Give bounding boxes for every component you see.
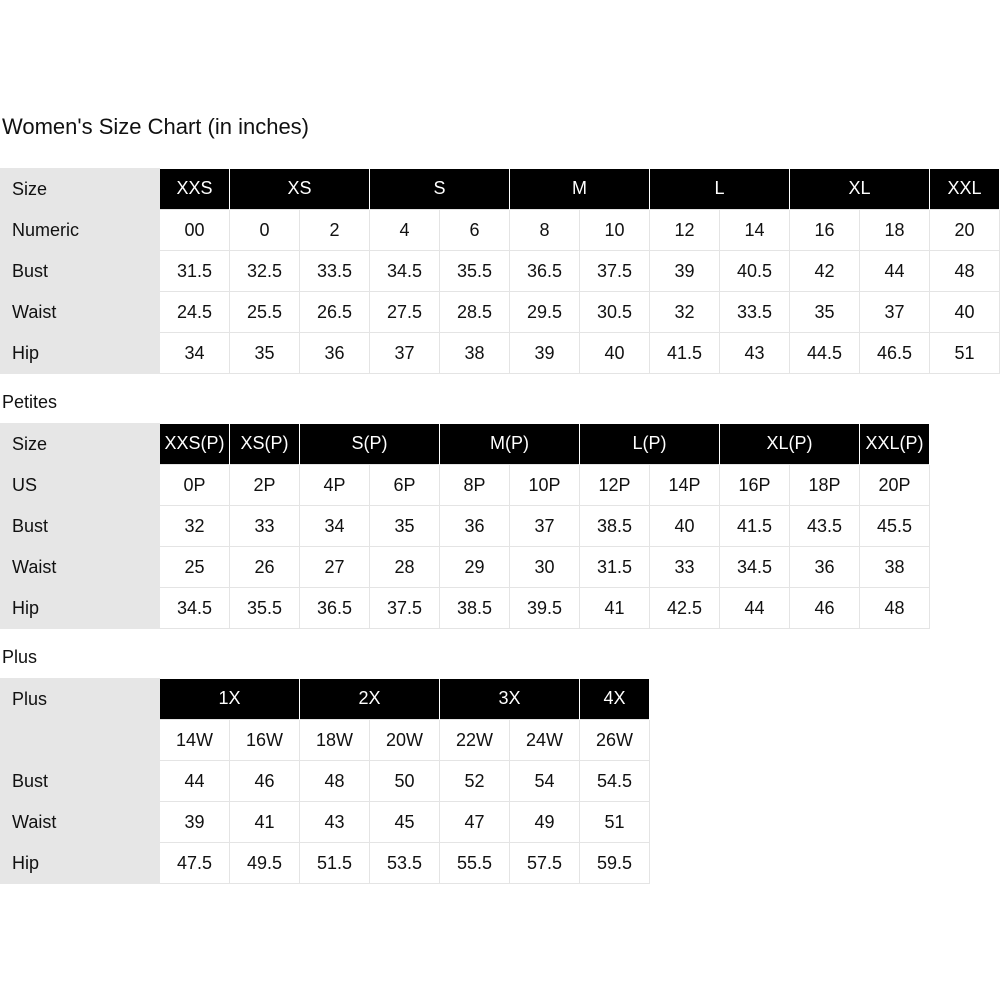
measurement-row bbox=[1, 210, 1000, 251]
size-header-row bbox=[1, 169, 1000, 210]
size-header-cell: XXS bbox=[160, 169, 230, 210]
value-cell: 43 bbox=[300, 802, 370, 843]
measurement-row bbox=[1, 761, 650, 802]
value-cell: 43.5 bbox=[790, 506, 860, 547]
value-cell: 52 bbox=[440, 761, 510, 802]
value-cell: 27 bbox=[300, 547, 370, 588]
value-cell: 39 bbox=[160, 802, 230, 843]
value-cell: 41 bbox=[230, 802, 300, 843]
value-cell: 53.5 bbox=[370, 843, 440, 884]
value-cell: 43 bbox=[720, 333, 790, 374]
value-cell: 34 bbox=[300, 506, 370, 547]
value-cell: 38 bbox=[860, 547, 930, 588]
size-header-cell: XL bbox=[790, 169, 930, 210]
page-title: Women's Size Chart (in inches) bbox=[2, 114, 310, 139]
value-cell: 46.5 bbox=[860, 333, 930, 374]
value-cell: 51.5 bbox=[300, 843, 370, 884]
value-cell: 44.5 bbox=[790, 333, 860, 374]
row-label: Hip bbox=[1, 333, 160, 374]
value-cell: 14 bbox=[720, 210, 790, 251]
value-cell: 48 bbox=[930, 251, 1000, 292]
value-cell: 6 bbox=[440, 210, 510, 251]
value-cell: 28 bbox=[370, 547, 440, 588]
value-cell: 36.5 bbox=[300, 588, 370, 629]
size-header-cell: 3X bbox=[440, 679, 580, 720]
value-cell: 32 bbox=[160, 506, 230, 547]
row-label: Bust bbox=[1, 251, 160, 292]
value-cell: 8P bbox=[440, 465, 510, 506]
value-cell: 49.5 bbox=[230, 843, 300, 884]
value-cell: 46 bbox=[230, 761, 300, 802]
petites-section-label: Petites bbox=[2, 392, 58, 412]
value-cell: 35 bbox=[370, 506, 440, 547]
value-cell: 33 bbox=[650, 547, 720, 588]
value-cell: 29 bbox=[440, 547, 510, 588]
value-cell: 55.5 bbox=[440, 843, 510, 884]
value-cell: 38 bbox=[440, 333, 510, 374]
value-cell: 2P bbox=[230, 465, 300, 506]
size-header-cell: 2X bbox=[300, 679, 440, 720]
measurement-row bbox=[1, 333, 1000, 374]
value-cell: 20W bbox=[370, 720, 440, 761]
value-cell: 41.5 bbox=[650, 333, 720, 374]
measurement-row bbox=[1, 251, 1000, 292]
value-cell: 39.5 bbox=[510, 588, 580, 629]
row-label: Size bbox=[1, 169, 160, 210]
value-cell: 44 bbox=[720, 588, 790, 629]
row-label: Size bbox=[1, 424, 160, 465]
value-cell: 8 bbox=[510, 210, 580, 251]
size-header-cell: 1X bbox=[160, 679, 300, 720]
size-header-row bbox=[1, 424, 930, 465]
value-cell: 34.5 bbox=[160, 588, 230, 629]
value-cell: 16W bbox=[230, 720, 300, 761]
size-header-cell: L bbox=[650, 169, 790, 210]
value-cell: 37 bbox=[860, 292, 930, 333]
value-cell: 36 bbox=[790, 547, 860, 588]
value-cell: 29.5 bbox=[510, 292, 580, 333]
size-header-cell: S bbox=[370, 169, 510, 210]
value-cell: 18W bbox=[300, 720, 370, 761]
measurement-row bbox=[1, 843, 650, 884]
value-cell: 33.5 bbox=[720, 292, 790, 333]
value-cell: 24.5 bbox=[160, 292, 230, 333]
row-label bbox=[1, 720, 160, 761]
value-cell: 48 bbox=[300, 761, 370, 802]
value-cell: 50 bbox=[370, 761, 440, 802]
value-cell: 37.5 bbox=[370, 588, 440, 629]
measurement-row bbox=[1, 292, 1000, 333]
size-header-cell: 4X bbox=[580, 679, 650, 720]
value-cell: 26 bbox=[230, 547, 300, 588]
value-cell: 47 bbox=[440, 802, 510, 843]
value-cell: 33 bbox=[230, 506, 300, 547]
value-cell: 44 bbox=[860, 251, 930, 292]
row-label: Waist bbox=[1, 547, 160, 588]
row-label: Bust bbox=[1, 506, 160, 547]
row-label: Waist bbox=[1, 802, 160, 843]
row-label: Numeric bbox=[1, 210, 160, 251]
value-cell: 45.5 bbox=[860, 506, 930, 547]
value-cell: 24W bbox=[510, 720, 580, 761]
value-cell: 44 bbox=[160, 761, 230, 802]
value-cell: 00 bbox=[160, 210, 230, 251]
value-cell: 27.5 bbox=[370, 292, 440, 333]
size-header-cell: L(P) bbox=[580, 424, 720, 465]
row-label: Plus bbox=[1, 679, 160, 720]
size-header-cell: M bbox=[510, 169, 650, 210]
value-cell: 36 bbox=[300, 333, 370, 374]
petites-size-table bbox=[0, 423, 930, 629]
value-cell: 33.5 bbox=[300, 251, 370, 292]
row-label: Hip bbox=[1, 843, 160, 884]
value-cell: 30.5 bbox=[580, 292, 650, 333]
value-cell: 49 bbox=[510, 802, 580, 843]
value-cell: 35.5 bbox=[440, 251, 510, 292]
value-cell: 39 bbox=[510, 333, 580, 374]
value-cell: 26W bbox=[580, 720, 650, 761]
measurement-row bbox=[1, 720, 650, 761]
row-label: US bbox=[1, 465, 160, 506]
measurement-row bbox=[1, 802, 650, 843]
value-cell: 34.5 bbox=[370, 251, 440, 292]
value-cell: 35 bbox=[230, 333, 300, 374]
value-cell: 35.5 bbox=[230, 588, 300, 629]
value-cell: 41.5 bbox=[720, 506, 790, 547]
size-header-cell: XXL bbox=[930, 169, 1000, 210]
value-cell: 51 bbox=[930, 333, 1000, 374]
size-header-cell: S(P) bbox=[300, 424, 440, 465]
value-cell: 26.5 bbox=[300, 292, 370, 333]
value-cell: 37.5 bbox=[580, 251, 650, 292]
value-cell: 37 bbox=[370, 333, 440, 374]
value-cell: 34 bbox=[160, 333, 230, 374]
value-cell: 6P bbox=[370, 465, 440, 506]
value-cell: 10P bbox=[510, 465, 580, 506]
value-cell: 31.5 bbox=[580, 547, 650, 588]
value-cell: 46 bbox=[790, 588, 860, 629]
value-cell: 42 bbox=[790, 251, 860, 292]
value-cell: 45 bbox=[370, 802, 440, 843]
value-cell: 14W bbox=[160, 720, 230, 761]
value-cell: 30 bbox=[510, 547, 580, 588]
size-header-cell: XL(P) bbox=[720, 424, 860, 465]
value-cell: 20 bbox=[930, 210, 1000, 251]
size-header-cell: XS bbox=[230, 169, 370, 210]
value-cell: 0P bbox=[160, 465, 230, 506]
value-cell: 18 bbox=[860, 210, 930, 251]
row-label: Waist bbox=[1, 292, 160, 333]
main-size-table bbox=[0, 168, 1000, 374]
value-cell: 40.5 bbox=[720, 251, 790, 292]
value-cell: 12 bbox=[650, 210, 720, 251]
value-cell: 37 bbox=[510, 506, 580, 547]
value-cell: 36 bbox=[440, 506, 510, 547]
value-cell: 35 bbox=[790, 292, 860, 333]
value-cell: 4 bbox=[370, 210, 440, 251]
value-cell: 39 bbox=[650, 251, 720, 292]
value-cell: 32 bbox=[650, 292, 720, 333]
size-header-cell: M(P) bbox=[440, 424, 580, 465]
value-cell: 36.5 bbox=[510, 251, 580, 292]
size-header-cell: XXS(P) bbox=[160, 424, 230, 465]
value-cell: 41 bbox=[580, 588, 650, 629]
measurement-row bbox=[1, 506, 930, 547]
value-cell: 51 bbox=[580, 802, 650, 843]
measurement-row bbox=[1, 588, 930, 629]
row-label: Bust bbox=[1, 761, 160, 802]
value-cell: 34.5 bbox=[720, 547, 790, 588]
value-cell: 40 bbox=[930, 292, 1000, 333]
value-cell: 22W bbox=[440, 720, 510, 761]
value-cell: 42.5 bbox=[650, 588, 720, 629]
measurement-row bbox=[1, 465, 930, 506]
value-cell: 31.5 bbox=[160, 251, 230, 292]
plus-section-label: Plus bbox=[2, 647, 38, 667]
value-cell: 25 bbox=[160, 547, 230, 588]
value-cell: 25.5 bbox=[230, 292, 300, 333]
value-cell: 40 bbox=[650, 506, 720, 547]
value-cell: 32.5 bbox=[230, 251, 300, 292]
value-cell: 57.5 bbox=[510, 843, 580, 884]
size-header-row bbox=[1, 679, 650, 720]
value-cell: 18P bbox=[790, 465, 860, 506]
value-cell: 28.5 bbox=[440, 292, 510, 333]
value-cell: 16P bbox=[720, 465, 790, 506]
value-cell: 54.5 bbox=[580, 761, 650, 802]
size-header-cell: XXL(P) bbox=[860, 424, 930, 465]
value-cell: 10 bbox=[580, 210, 650, 251]
size-header-cell: XS(P) bbox=[230, 424, 300, 465]
value-cell: 47.5 bbox=[160, 843, 230, 884]
value-cell: 38.5 bbox=[440, 588, 510, 629]
value-cell: 40 bbox=[580, 333, 650, 374]
value-cell: 20P bbox=[860, 465, 930, 506]
value-cell: 2 bbox=[300, 210, 370, 251]
value-cell: 54 bbox=[510, 761, 580, 802]
value-cell: 16 bbox=[790, 210, 860, 251]
measurement-row bbox=[1, 547, 930, 588]
value-cell: 48 bbox=[860, 588, 930, 629]
value-cell: 4P bbox=[300, 465, 370, 506]
row-label: Hip bbox=[1, 588, 160, 629]
plus-size-table bbox=[0, 678, 650, 884]
value-cell: 0 bbox=[230, 210, 300, 251]
value-cell: 59.5 bbox=[580, 843, 650, 884]
value-cell: 38.5 bbox=[580, 506, 650, 547]
value-cell: 14P bbox=[650, 465, 720, 506]
value-cell: 12P bbox=[580, 465, 650, 506]
